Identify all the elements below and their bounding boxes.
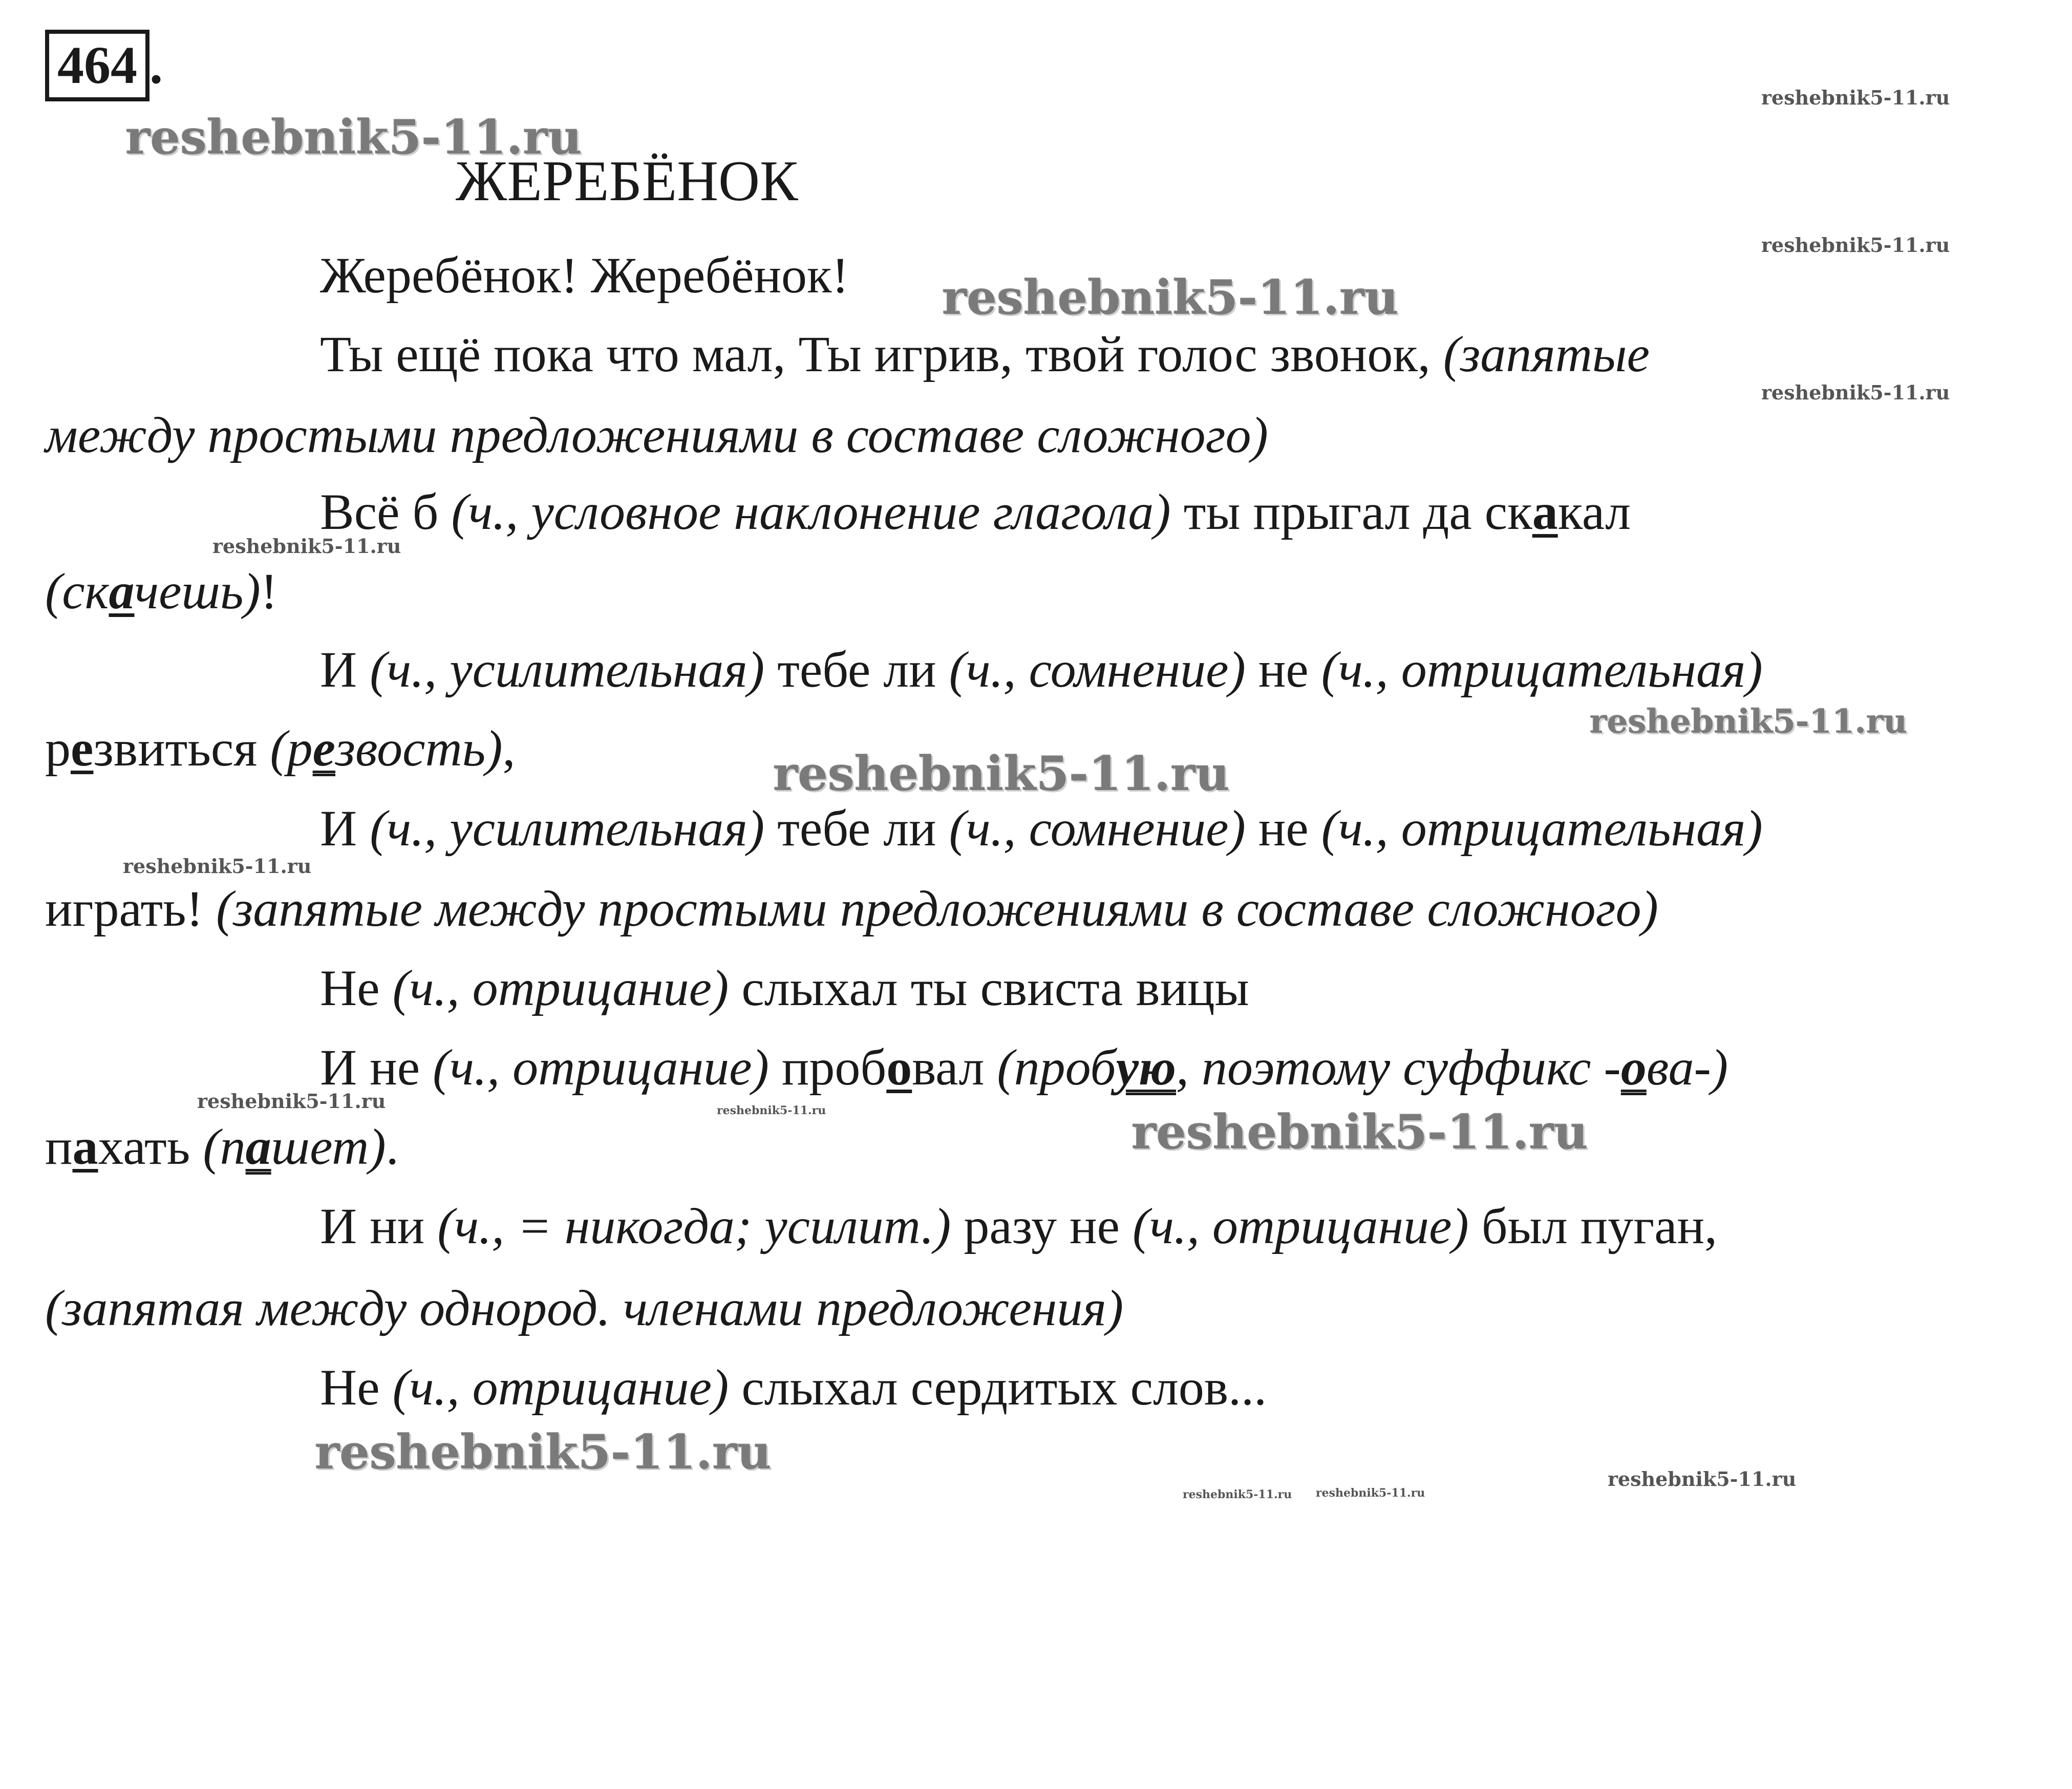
watermark: reshebnik5-11.ru: [1316, 1486, 1425, 1500]
comment: (ч., отрицание): [392, 960, 729, 1016]
stressed-vowel: о: [886, 1039, 912, 1096]
watermark: reshebnik5-11.ru: [1761, 381, 1950, 404]
comment: (ч., условное наклонение глагола): [451, 483, 1171, 540]
text: не: [1245, 800, 1321, 857]
watermark: reshebnik5-11.ru: [1608, 1467, 1797, 1490]
text: проб: [768, 1039, 887, 1096]
suffix-vowel: о: [1620, 1039, 1647, 1096]
text: звиться: [93, 720, 270, 777]
text: ,: [502, 720, 516, 777]
text: вал: [912, 1039, 997, 1096]
text: слыхал ты свиста вицы: [729, 960, 1249, 1016]
comment: (п: [203, 1118, 246, 1175]
poem-line-1: [320, 247, 849, 304]
poem-line-9: [45, 880, 1658, 937]
poem-line-14: [45, 1280, 1124, 1336]
poem-line-10: [320, 960, 1249, 1016]
stressed-vowel: а: [1532, 483, 1558, 540]
poem-title: ЖЕРЕБЁНОК: [456, 150, 798, 213]
exercise-number-box: 464: [45, 30, 149, 101]
poem-line-15: [320, 1359, 1267, 1416]
comment: (ч., усилительная): [370, 641, 765, 698]
comment: (ск: [45, 563, 109, 620]
text: ты прыгал да ск: [1170, 483, 1532, 540]
watermark: reshebnik5-11.ru: [315, 1424, 772, 1480]
text: разу не: [951, 1198, 1133, 1254]
poem-line-8: [320, 800, 1763, 857]
comment: , поэтому суффикс -: [1176, 1039, 1621, 1096]
poem-line-6: [320, 641, 1763, 698]
poem-line-4: [320, 483, 1631, 540]
comment: шет): [271, 1118, 386, 1175]
comment: (запятая между однород. членами предложения): [45, 1280, 1124, 1336]
comment: (ч., = никогда; усилит.): [437, 1198, 951, 1254]
text: не: [1245, 641, 1321, 698]
watermark: reshebnik5-11.ru: [1183, 1488, 1292, 1501]
text: был пуган,: [1468, 1198, 1718, 1254]
poem-line-7: [45, 720, 516, 777]
comment: (запятые между простыми предложениями в составе сложного): [216, 880, 1658, 937]
stressed-vowel: а: [72, 1118, 98, 1175]
check-vowel: ую: [1116, 1039, 1177, 1096]
poem-line-3: [45, 407, 1268, 463]
check-vowel: а: [245, 1118, 271, 1175]
text: п: [45, 1118, 73, 1175]
watermark: reshebnik5-11.ru: [197, 1090, 386, 1113]
watermark: reshebnik5-11.ru: [717, 1104, 826, 1117]
text: играть!: [45, 880, 216, 937]
comment: (р: [270, 720, 313, 777]
stressed-vowel: е: [71, 720, 94, 777]
text: Всё б: [320, 483, 452, 540]
comment: (ч., отрицание): [433, 1039, 769, 1096]
watermark: reshebnik5-11.ru: [123, 855, 312, 878]
text: тебе ли: [764, 641, 949, 698]
poem-line-13: [320, 1198, 1718, 1254]
watermark: reshebnik5-11.ru: [1131, 1104, 1588, 1160]
text: Не: [320, 960, 393, 1016]
comment: (запятые: [1443, 326, 1650, 382]
watermark: reshebnik5-11.ru: [1761, 233, 1950, 257]
comment: (ч., отрицательная): [1321, 800, 1763, 857]
text: И: [320, 800, 370, 857]
watermark: reshebnik5-11.ru: [212, 535, 401, 558]
comment: звость): [335, 720, 503, 777]
watermark: reshebnik5-11.ru: [773, 746, 1230, 801]
text: слыхал сердитых слов...: [729, 1359, 1267, 1416]
watermark: reshebnik5-11.ru: [125, 110, 582, 165]
check-vowel: а: [109, 563, 135, 620]
poem-line-12: [45, 1118, 399, 1175]
text: !: [260, 563, 278, 620]
comment: чешь): [134, 563, 261, 620]
comment: (ч., сомнение): [949, 641, 1246, 698]
text: И ни: [320, 1198, 438, 1254]
poem-line-2: [320, 326, 1650, 382]
text: тебе ли: [764, 800, 949, 857]
text: И: [320, 641, 370, 698]
comment: (проб: [997, 1039, 1116, 1096]
text: кал: [1557, 483, 1631, 540]
text: И не: [320, 1039, 433, 1096]
text: р: [45, 720, 71, 777]
comment: (ч., отрицательная): [1321, 641, 1763, 698]
text: .: [386, 1118, 399, 1175]
text: Не: [320, 1359, 393, 1416]
text: Ты ещё пока что мал, Ты игрив, твой голос звонок,: [320, 326, 1430, 382]
comment: (ч., отрицание): [1133, 1198, 1469, 1254]
text: Жеребёнок! Жеребёнок!: [320, 247, 849, 304]
watermark: reshebnik5-11.ru: [1761, 86, 1950, 109]
exercise-number-dot: .: [149, 36, 163, 95]
watermark: reshebnik5-11.ru: [1590, 702, 1908, 741]
comment: ва-): [1646, 1039, 1728, 1096]
comment: (ч., усилительная): [370, 800, 765, 857]
poem-line-11: [320, 1039, 1728, 1096]
poem-line-5: [45, 563, 278, 620]
comment: (ч., сомнение): [949, 800, 1246, 857]
text: хать: [98, 1118, 203, 1175]
watermark: reshebnik5-11.ru: [942, 270, 1399, 325]
comment: между простыми предложениями в составе сложного): [45, 407, 1268, 463]
comment: (ч., отрицание): [392, 1359, 729, 1416]
check-vowel: е: [312, 720, 336, 777]
exercise-number: [45, 30, 163, 101]
